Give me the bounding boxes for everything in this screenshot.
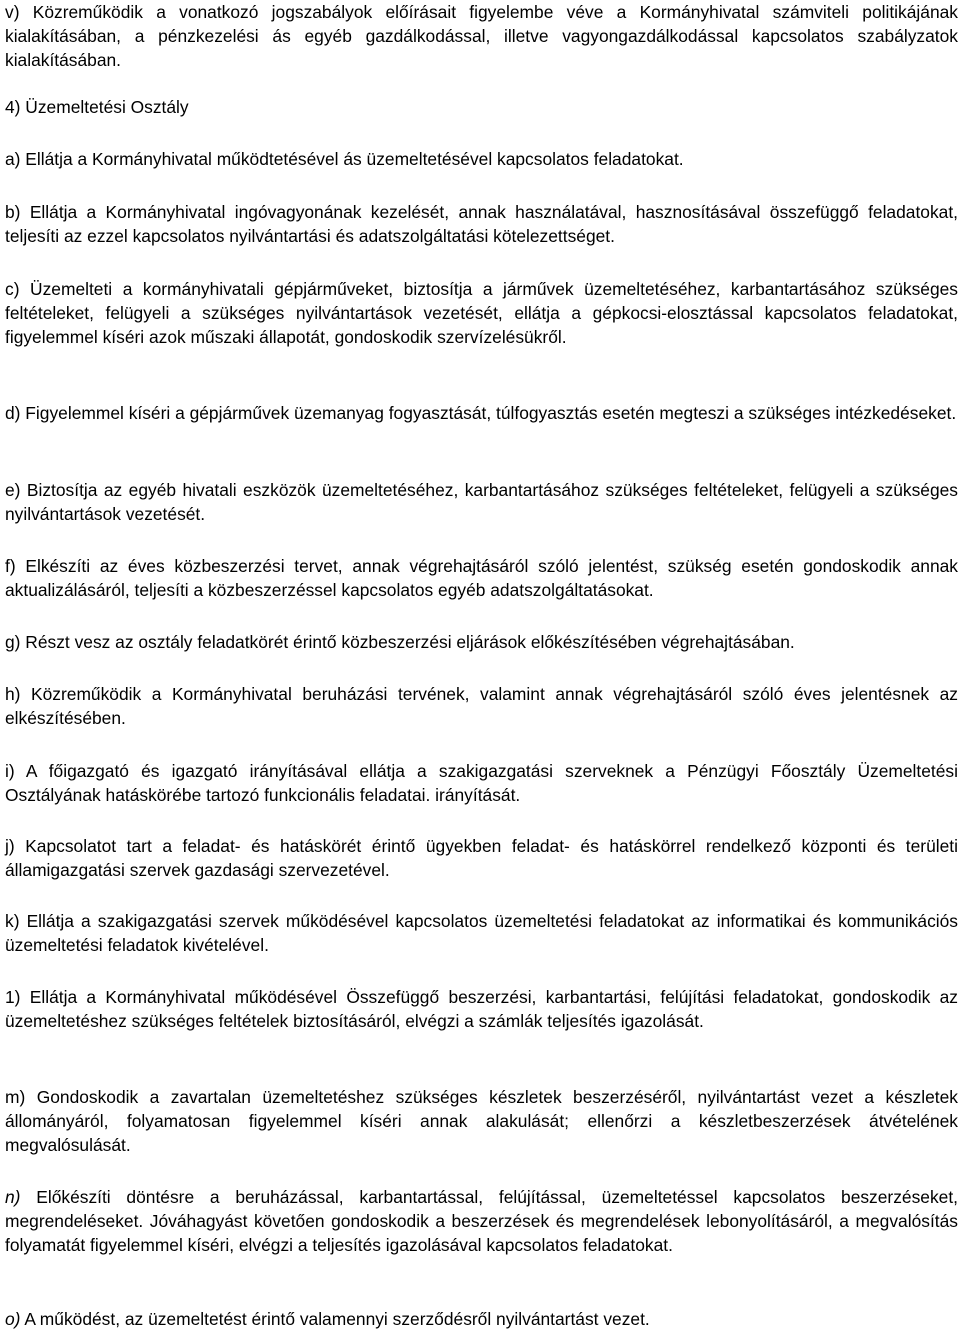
paragraph-text: A főigazgató és igazgató irányításával ellátja a szakigazgatási szerveknek a Pénzügyi Főosztály Üzemeltetési Osztályának hatáskörébe tartozó funkcionális feladatai. irányítását. [5,761,958,805]
paragraph-k [5,909,958,957]
paragraph-text: Üzemelteti a kormányhivatali gépjárműveket, biztosítja a járművek üzemeltetéséhez, karbantartásához szükséges feltételeket, felügyeli a szükséges nyilvántartások vezetését, ellátja a gépkocsi-elosztással kapcsolatos feladatokat, figyelemmel kíséri azok műszaki állapotát, gondoskodik szervízelésükről. [5,279,958,347]
paragraph-h [5,682,958,730]
paragraph-a [5,147,958,171]
paragraph-c [5,277,958,349]
paragraph-marker: v) [5,2,20,22]
paragraph-marker: a) [5,149,21,169]
paragraph-marker: c) [5,279,20,299]
paragraph-text: Ellátja a szakigazgatási szervek működésével kapcsolatos üzemeltetési feladatokat az informatikai és kommunikációs üzemeltetési feladatok kivételével. [5,911,958,955]
paragraph-marker: e) [5,480,21,500]
paragraph-text: Biztosítja az egyéb hivatali eszközök üzemeltetéséhez, karbantartásához szükséges feltételeket, felügyeli a szükséges nyilvántartások vezetését. [5,480,958,524]
paragraph-text: Ellátja a Kormányhivatal működtetésével ás üzemeltetésével kapcsolatos feladatokat. [20,149,684,169]
paragraph-v [5,0,958,72]
paragraph-n [5,1185,958,1257]
paragraph-marker: i) [5,761,15,781]
paragraph-g [5,630,958,654]
paragraph-text: Ellátja a Kormányhivatal ingóvagyonának kezelését, annak használatával, hasznosításával összefüggő feladatokat, teljesíti az ezzel kapcsolatos nyilvántartási és adatszolgáltatási kötelezettséget. [5,202,958,246]
paragraph-text: Elkészíti az éves közbeszerzési tervet, annak végrehajtásáról szóló jelentést, szükség esetén gondoskodik annak aktualizálásáról, teljesíti a közbeszerzéssel kapcsolatos egyéb adatszolgáltatásokat. [5,556,958,600]
paragraph-text: Kapcsolatot tart a feladat- és hatáskörét érintő ügyekben feladat- és hatáskörrel rendelkező központi és területi államigazgatási szervek gazdasági szervezetével. [5,836,958,880]
paragraph-m [5,1085,958,1157]
paragraph-d [5,401,958,425]
paragraph-o [5,1307,958,1331]
paragraph-marker: h) [5,684,21,704]
paragraph-f [5,554,958,602]
paragraph-marker: b) [5,202,21,222]
paragraph-text: Ellátja a Kormányhivatal működésével Összefüggő beszerzési, karbantartási, felújítási feladatokat, gondoskodik az üzemeltetéshez szükséges feltételek biztosításáról, elvégzi a számlák teljesítés igazolását. [5,987,958,1031]
paragraph-j [5,834,958,882]
paragraph-b [5,200,958,248]
paragraph-text: Figyelemmel kíséri a gépjárművek üzemanyag fogyasztását, túlfogyasztás esetén megteszi a szükséges intézkedéseket. [20,403,957,423]
paragraph-text: Gondoskodik a zavartalan üzemeltetéshez szükséges készletek beszerzéséről, nyilvántartást vezet a készletek állományáról, folyamatosan figyelemmel kíséri annak alakulását; ellenőrzi a készletbeszerzések átvételének megvalósulását. [5,1087,958,1155]
paragraph-marker: 1) [5,987,21,1007]
paragraph-l [5,985,958,1033]
paragraph-text: Közreműködik a Kormányhivatal beruházási tervének, valamint annak végrehajtásáról szóló éves jelentésnek az elkészítésében. [5,684,958,728]
paragraph-text: Közreműködik a vonatkozó jogszabályok előírásait figyelembe véve a Kormányhivatal számviteli politikájának kialakításában, a pénzkezelési ás egyéb gazdálkodással, illetve vagyongazdálkodással kapcsolatos szabályzatok kialakításában. [5,2,958,70]
paragraph-marker: n) [5,1187,21,1207]
paragraph-text: Részt vesz az osztály feladatkörét érintő közbeszerzési eljárások előkészítésében végrehajtásában. [20,632,795,652]
paragraph-marker: d) [5,403,21,423]
paragraph-text: Előkészíti döntésre a beruházással, karbantartással, felújítással, üzemeltetéssel kapcsolatos beszerzéseket, megrendeléseket. Jóváhagyást követően gondoskodik a beszerzések és megrendelések lebonyolításáról, a megvalósítás folyamatát figyelemmel kíséri, elvégzi a teljesítés igazolásával kapcsolatos feladatokat. [5,1187,958,1255]
paragraph-marker: k) [5,911,20,931]
paragraph-marker: f) [5,556,16,576]
paragraph-marker: m) [5,1087,26,1107]
paragraph-marker: j) [5,836,15,856]
paragraph-marker: o) [5,1309,21,1329]
paragraph-e [5,478,958,526]
section-heading: 4) Üzemeltetési Osztály [5,97,189,117]
paragraph-marker: g) [5,632,21,652]
paragraph-i [5,759,958,807]
paragraph-text: A működést, az üzemeltetést érintő valamennyi szerződésről nyilvántartást vezet. [20,1309,650,1329]
